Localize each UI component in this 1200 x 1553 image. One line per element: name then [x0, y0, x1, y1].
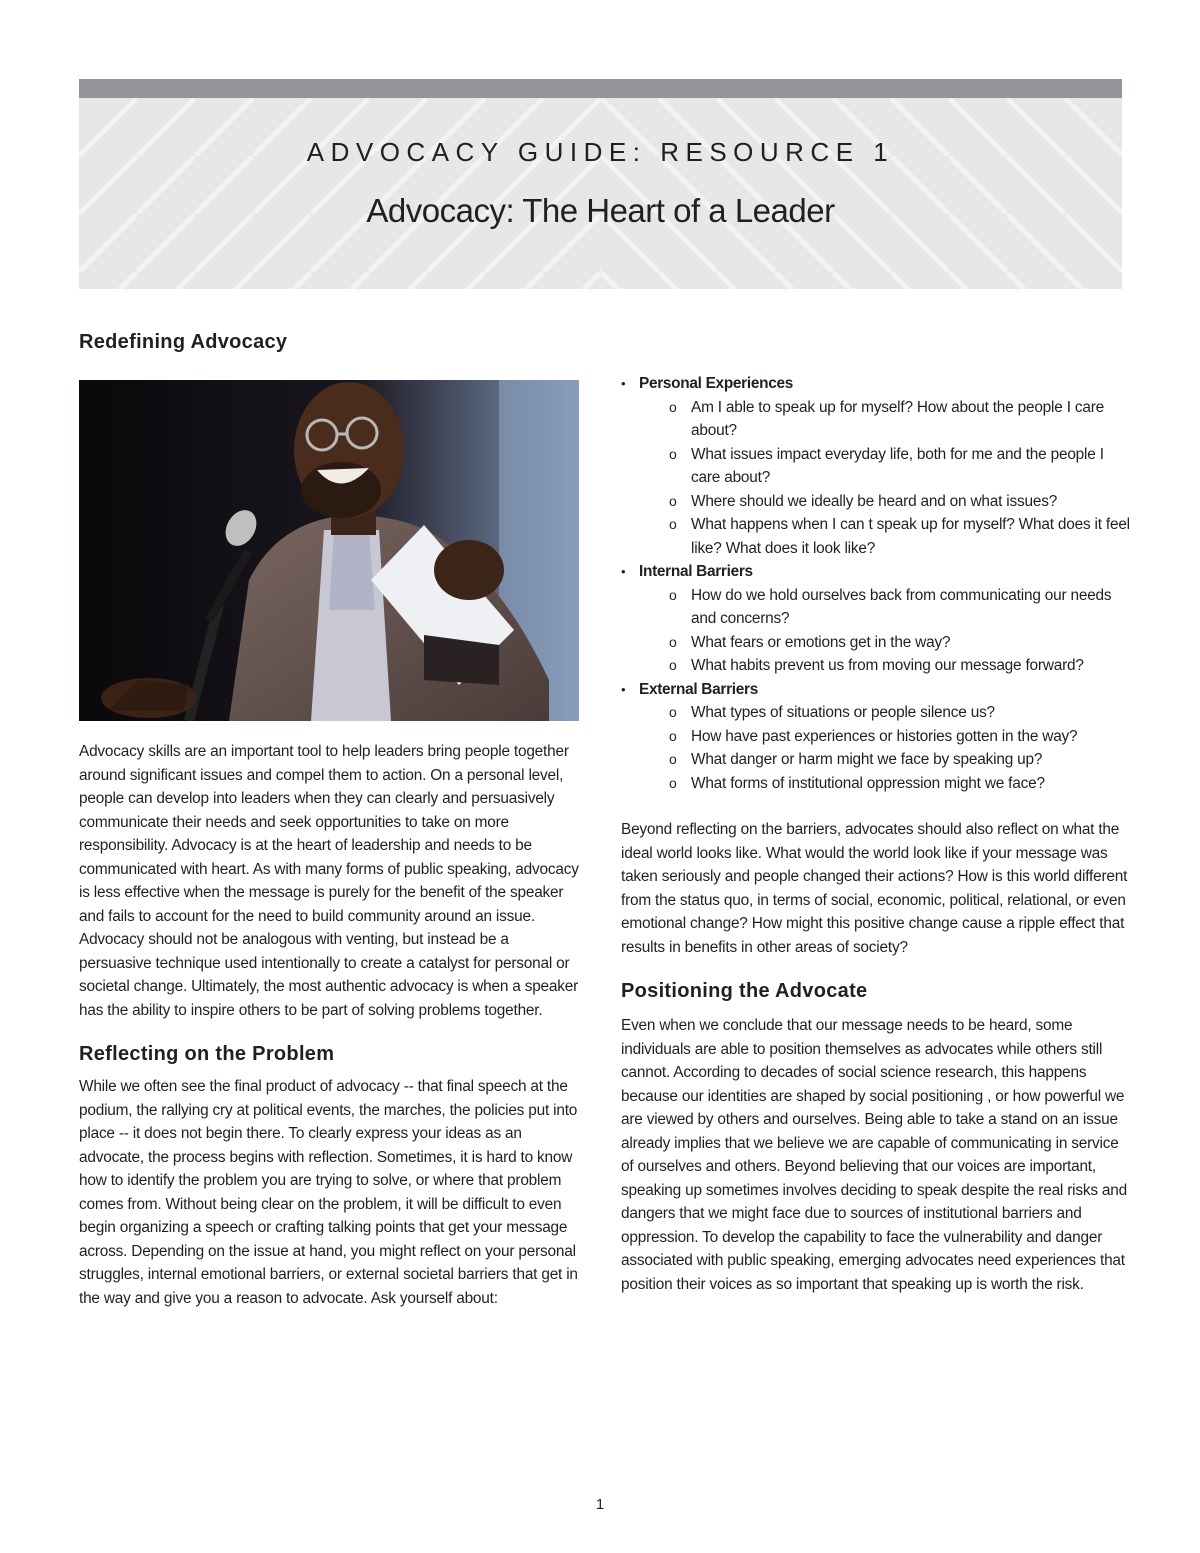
circle-bullet-icon: o — [669, 492, 677, 509]
list-item: o What issues impact everyday life, both for me and the people I care about? — [639, 443, 1131, 490]
circle-bullet-icon: o — [669, 751, 677, 767]
list-item: o How have past experiences or histories gotten in the way? — [639, 725, 1131, 749]
speaker-illustration — [79, 380, 579, 721]
section-heading-positioning: Positioning the Advocate — [621, 980, 868, 1002]
circle-bullet-icon: o — [669, 774, 677, 791]
question-list — [639, 396, 1131, 561]
advocacy-paragraph: Advocacy skills are an important tool to help leaders bring people together around significant issues and compel them to action. On a personal level, people can develop into leaders when they can clearly and persuasively communicate their needs and seek opportunities to take on more responsibility. Advocacy is at the heart of leadership and needs to be communicated with heart. As with many forms of public speaking, advocacy is less effective when the message is purely for the benefit of the speaker and fails to account for the need to build community around an issue. Advocacy should not be analogous with venting, but instead be a persuasive technique used intentionally to create a catalyst for personal or societal change. Ultimately, the most authentic advocacy is when a speaker has the ability to inspire others to be part of solving problems together. — [79, 743, 579, 1019]
circle-bullet-icon: o — [669, 727, 677, 744]
topic-internal-barriers — [621, 560, 1131, 678]
list-item: o What danger or harm might we face by speaking up? — [639, 748, 1131, 772]
circle-bullet-icon: o — [669, 586, 677, 603]
question-list — [639, 584, 1131, 678]
section-heading-redefining: Redefining Advocacy — [79, 331, 288, 353]
topic-label: External Barriers — [639, 680, 758, 698]
list-item: o Am I able to speak up for myself? How about the people I care about? — [639, 396, 1131, 443]
topic-personal-experiences — [621, 372, 1131, 560]
section-heading-reflecting: Reflecting on the Problem — [79, 1043, 335, 1065]
circle-bullet-icon: o — [669, 657, 677, 673]
bullet-icon: • — [621, 376, 626, 391]
reflection-topics-list — [621, 372, 1131, 795]
circle-bullet-icon: o — [669, 516, 677, 532]
header-top-bar — [79, 79, 1122, 98]
beyond-paragraph: Beyond reflecting on the barriers, advocates should also reflect on what the ideal world looks like. What would the world look like if your message was taken seriously and people changed their actions? How is this world different from the status quo, in terms of social, economic, political, relational, or even emotional change? How might this positive change cause a ripple effect that results in benefits in other areas of society? — [621, 821, 1128, 956]
topic-label: Internal Barriers — [639, 563, 753, 580]
positioning-paragraph: Even when we conclude that our message needs to be heard, some individuals are able to position themselves as advocates while others still cannot. According to decades of social science research, this happens because our identities are shaped by social positioning , or how powerful we are viewed by others and ourselves. Being able to take a stand on an issue already implies that we believe we are capable of communicating in service of ourselves and others. Beyond believing that our voices are important, speaking up sometimes involves deciding to speak despite the real risks and dangers that we might face due to sources of institutional barriers and oppression. To develop the capability to face the vulnerability and danger associated with public speaking, emerging advocates need experiences that position their voices as so important that speaking up is worth the risk. — [621, 1017, 1128, 1293]
list-item: o What types of situations or people silence us? — [639, 701, 1131, 725]
left-column — [79, 331, 579, 1310]
list-item: o Where should we ideally be heard and on what issues? — [639, 490, 1131, 514]
topic-label: Personal Experiences — [639, 375, 793, 392]
list-item: o What forms of institutional oppression might we face? — [639, 772, 1131, 796]
bullet-icon: • — [621, 681, 626, 697]
right-column — [621, 372, 1131, 1296]
circle-bullet-icon: o — [669, 398, 677, 415]
resource-kicker: ADVOCACY GUIDE: RESOURCE 1 — [306, 137, 895, 167]
topic-external-barriers — [621, 678, 1131, 796]
circle-bullet-icon: o — [669, 633, 677, 650]
list-item: o What habits prevent us from moving our message forward? — [639, 654, 1131, 678]
header-banner — [79, 79, 1122, 289]
question-list — [639, 701, 1131, 795]
speaker-photo — [79, 380, 579, 721]
bullet-icon: • — [621, 564, 626, 579]
page-title: Advocacy: The Heart of a Leader — [366, 192, 835, 229]
circle-bullet-icon: o — [669, 445, 677, 462]
page-number: 1 — [595, 1496, 605, 1513]
reflecting-paragraph: While we often see the final product of advocacy -- that final speech at the podium, the rallying cry at political events, the marches, the policies put into place -- it does not begin there. To clearly express your ideas as an advocate, the process begins with reflection. Sometimes, it is hard to know how to identify the problem you are trying to solve, or where that problem comes from. Without being clear on the problem, it will be difficult to even begin organizing a speech or crafting talking points that get your message across. Depending on the issue at hand, you might reflect on your personal struggles, internal emotional barriers, or external societal barriers that get in the way and give you a reason to advocate. Ask yourself about: — [79, 1078, 578, 1307]
list-item: o How do we hold ourselves back from communicating our needs and concerns? — [639, 584, 1131, 631]
circle-bullet-icon: o — [669, 704, 677, 720]
list-item: o What happens when I can t speak up for myself? What does it feel like? What does it look like? — [639, 513, 1131, 560]
list-item: o What fears or emotions get in the way? — [639, 631, 1131, 655]
